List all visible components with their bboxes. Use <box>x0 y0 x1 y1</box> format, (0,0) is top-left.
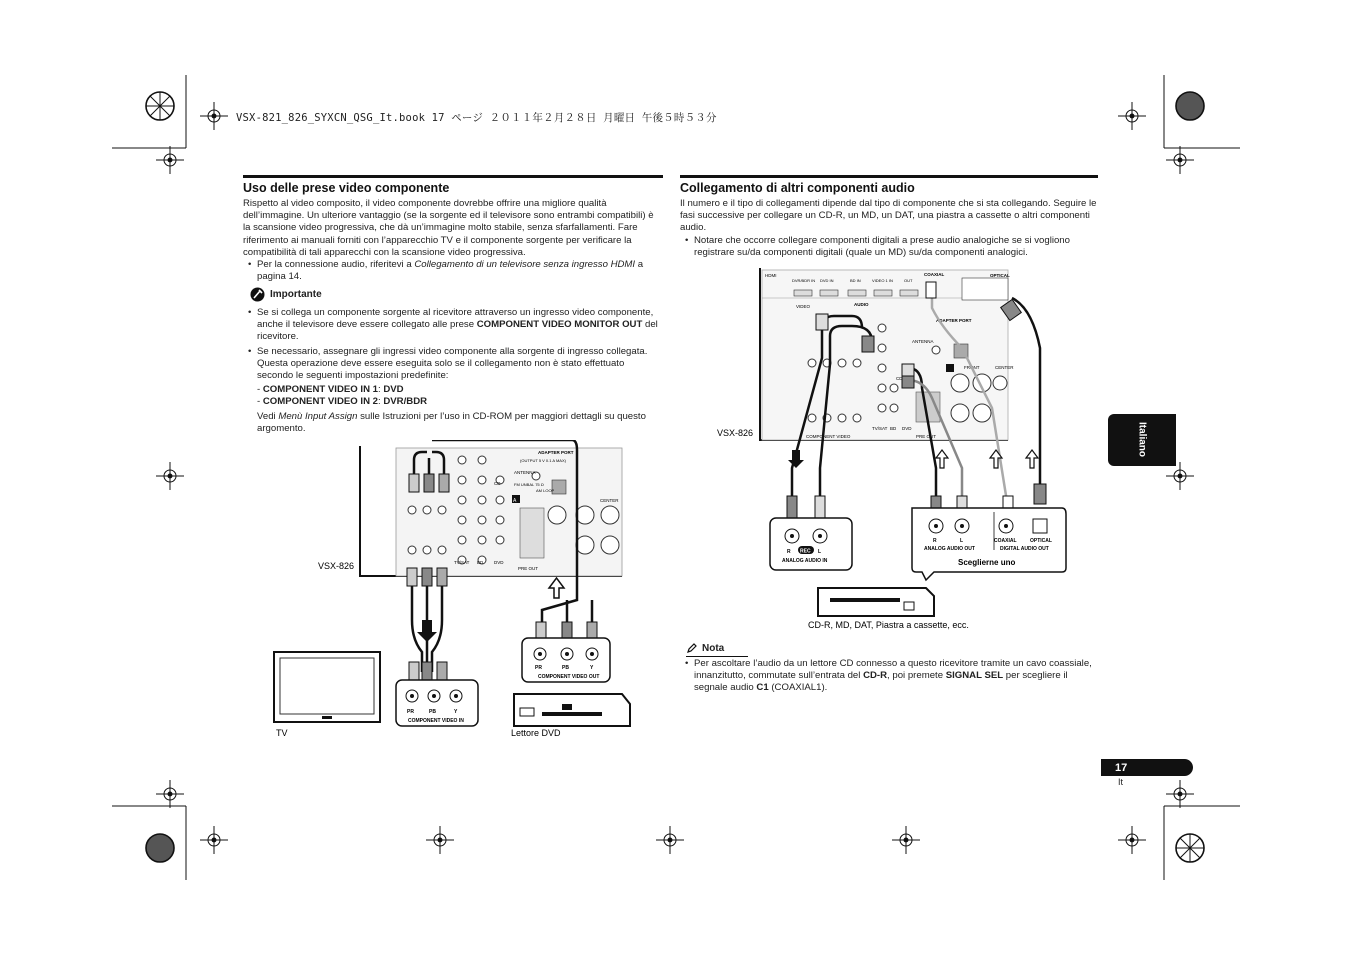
analog-audio-in-label: ANALOG AUDIO IN <box>782 558 828 564</box>
r-center-label: CENTER <box>995 365 1014 370</box>
left-section-title: Uso delle prese video componente <box>243 181 450 195</box>
analog-audio-out-label: ANALOG AUDIO OUT <box>924 546 975 552</box>
r-video-label: VIDEO <box>796 304 811 309</box>
component-video-drawing <box>272 440 652 740</box>
important-item-1: • Se si collega un componente sorgente al ricevitore attraverso un ingresso video componente, anche il televisore deve essere collegato alle prese COMPONENT VIDEO MONITOR OUT del ricevitore. <box>248 307 658 343</box>
left-model-label: VSX-826 <box>318 561 355 571</box>
dvd-pb-label: PB <box>562 665 569 671</box>
audio-recorder-drawing <box>818 588 934 616</box>
note-underline <box>686 656 748 657</box>
in-rec-label: REC <box>800 548 811 555</box>
r-model-label: VSX-826 <box>717 428 754 438</box>
important-list <box>243 307 663 435</box>
important-icon <box>250 287 265 302</box>
tv-pb-label: PB <box>429 709 436 715</box>
left-title-rule <box>243 175 663 178</box>
dvd-pr-label: PR <box>535 665 542 671</box>
dvd-player-drawing <box>514 694 630 726</box>
important-header <box>250 287 322 302</box>
tv-caption: TV <box>276 728 288 738</box>
left-tvsat-label: TV/SAT <box>454 560 470 565</box>
r-up-arrow-1 <box>936 450 948 468</box>
r-dvd-label: DVD <box>902 426 912 431</box>
left-up-arrow <box>549 578 564 598</box>
r-preout-label: PRE OUT <box>916 434 937 439</box>
left-center-label: CENTER <box>600 498 619 503</box>
r-optical-label: OPTICAL <box>990 273 1010 278</box>
r-dvd-in-label: DVD IN <box>820 278 834 283</box>
component-video-diagram <box>272 440 652 740</box>
right-section-title: Collegamento di altri componenti audio <box>680 181 915 195</box>
tv-component-in-label: COMPONENT VIDEO IN <box>408 718 464 724</box>
r-component-video-label: COMPONENT VIDEO <box>806 434 851 439</box>
choose-one-label: Sceglierne uno <box>958 558 1016 567</box>
input-assign-ref: Vedi Menù Input Assign sulle Istruzioni per l’uso in CD-ROM per maggiori dettagli su questo argomento. <box>257 410 646 434</box>
print-header: VSX-821_826_SYXCN_QSG_It.book 17 ページ ２０１１年２月２８日 月曜日 午後５時５３分 <box>236 112 717 124</box>
left-bd-label: BD <box>477 560 484 565</box>
r-down-arrow <box>788 450 804 468</box>
in-l-label: L <box>818 549 822 555</box>
left-dvd-label: DVD <box>494 560 504 565</box>
audio-components-diagram <box>712 268 1102 634</box>
left-antenna-label: ANTENNA <box>514 470 536 475</box>
left-fm-label: FM UNBAL 75 Ω <box>514 482 544 487</box>
r-bd-label: BD <box>890 426 897 431</box>
left-am-loop-label: AM LOOP <box>536 488 555 493</box>
page-language-code: It <box>1118 777 1124 787</box>
left-intro: Rispetto al video composito, il video componente dovrebbe offrire una migliore qualità dell’immagine. Un ulteriore vantaggio (se la sorgente ed il televisore sono entrambi compatibili) è la scansione video progressiva, che dà un’immagine molto stabile, senza sfarfallamenti. Fare riferimento ai manuali forniti con l’apparecchio TV e il componente sorgente per verificare la compatibilità di tali apparecchi con la scansione video progressiva. <box>243 198 654 258</box>
note-title: Nota <box>702 642 725 654</box>
r-hdmi-label: HDMI <box>765 273 777 278</box>
right-intro: Il numero e il tipo di collegamenti dipende dal tipo di componente che si sta collegando. Seguire le fasi successive per collegare un CD-R, un MD, un DAT, una piastra a cassette o altri componenti audio. <box>680 198 1097 234</box>
r-dvr-in-label: DVR/BDR IN <box>792 278 816 283</box>
device-caption: CD-R, MD, DAT, Piastra a cassette, ecc. <box>808 620 969 630</box>
important-title: Importante <box>270 289 322 300</box>
left-bullet-list <box>243 259 663 283</box>
dvd-caption: Lettore DVD <box>511 728 561 738</box>
r-front-label: FRONT <box>964 365 980 370</box>
left-output-label: (OUTPUT 5 V 0.1 A MAX) <box>520 458 566 463</box>
device-outputs-box <box>912 508 1066 580</box>
page-number-box <box>1101 759 1193 776</box>
in-r-label: R <box>787 549 791 555</box>
note-list <box>680 658 1098 695</box>
out-coaxial-label: COAXIAL <box>994 538 1017 544</box>
audio-components-drawing <box>712 268 1102 634</box>
r-video1-in-label: VIDEO 1 IN <box>872 278 893 283</box>
r-antenna-label: ANTENNA <box>912 339 934 344</box>
left-adapter-port-label: ADAPTER PORT <box>538 450 574 455</box>
left-a-mark: A <box>513 498 517 504</box>
out-r-label: R <box>933 538 937 544</box>
tv-y-label: Y <box>454 709 458 715</box>
language-tab-label: Italiano <box>1136 422 1148 458</box>
tv-drawing <box>274 652 380 722</box>
right-bullet-list <box>680 235 1098 259</box>
left-bullet-audio: • Per la connessione audio, riferitevi a Collegamento di un televisore senza ingresso HDMI a pagina 14. <box>248 259 644 283</box>
r-cd-label: CD <box>896 376 903 381</box>
r-coaxial-label: COAXIAL <box>924 272 945 277</box>
left-preout-label: PRE OUT <box>518 566 539 571</box>
right-title-rule <box>680 175 1098 178</box>
language-tab[interactable] <box>1108 414 1176 466</box>
important-item-2: • Se necessario, assegnare gli ingressi video componente alla sorgente di ingresso collegata. Questa operazione deve essere eseguita solo se il collegamento non è stato effettuato secondo le seguenti impostazioni predefinite: - COMPONENT VIDEO IN 1: DVD - COMPONENT VIDEO IN 2: DVR/BDR Vedi Menù Input Assign sulle Istruzioni per l’uso in CD-ROM per maggiori dettagli su questo argomento. <box>243 346 663 435</box>
receiver-rear-panel <box>360 446 622 576</box>
page-number: 17 <box>1115 761 1128 774</box>
note-header <box>686 642 724 654</box>
default-setting-2: - COMPONENT VIDEO IN 2: DVR/BDR <box>257 396 428 408</box>
receiver-rear-panel-right <box>760 268 1008 440</box>
r-adapter-label: ADAPTER PORT <box>936 318 972 323</box>
out-optical-label: OPTICAL <box>1030 538 1052 544</box>
left-down-arrow <box>417 620 437 642</box>
dvd-y-label: Y <box>590 665 594 671</box>
r-audio-label: AUDIO <box>854 302 869 307</box>
default-setting-1: - COMPONENT VIDEO IN 1: DVD <box>257 384 404 396</box>
note-item-coaxial: • Per ascoltare l’audio da un lettore CD connesso a questo ricevitore tramite un cavo coassiale, innanzitutto, commutate sull’entrata del CD-R, poi premete SIGNAL SEL per scegliere il segnale audio C1 (COAXIAL1). <box>685 658 1092 694</box>
r-bd-in-label: BD IN <box>850 278 861 283</box>
r-out-label: OUT <box>904 278 913 283</box>
pencil-icon <box>686 642 698 654</box>
right-bullet-digital: • Notare che occorre collegare componenti digitali a prese audio analogiche se si vogliono registrare su/da componenti digitali (quale un MD) su/da componenti analogici. <box>685 235 1070 259</box>
r-up-arrow-3 <box>1026 450 1038 468</box>
tv-pr-label: PR <box>407 709 414 715</box>
dvd-component-out-label: COMPONENT VIDEO OUT <box>538 674 600 680</box>
digital-audio-out-label: DIGITAL AUDIO OUT <box>1000 546 1049 552</box>
left-cd-label: CD <box>494 481 501 486</box>
out-l-label: L <box>960 538 964 544</box>
r-tvsat-label: TV/SAT <box>872 426 888 431</box>
